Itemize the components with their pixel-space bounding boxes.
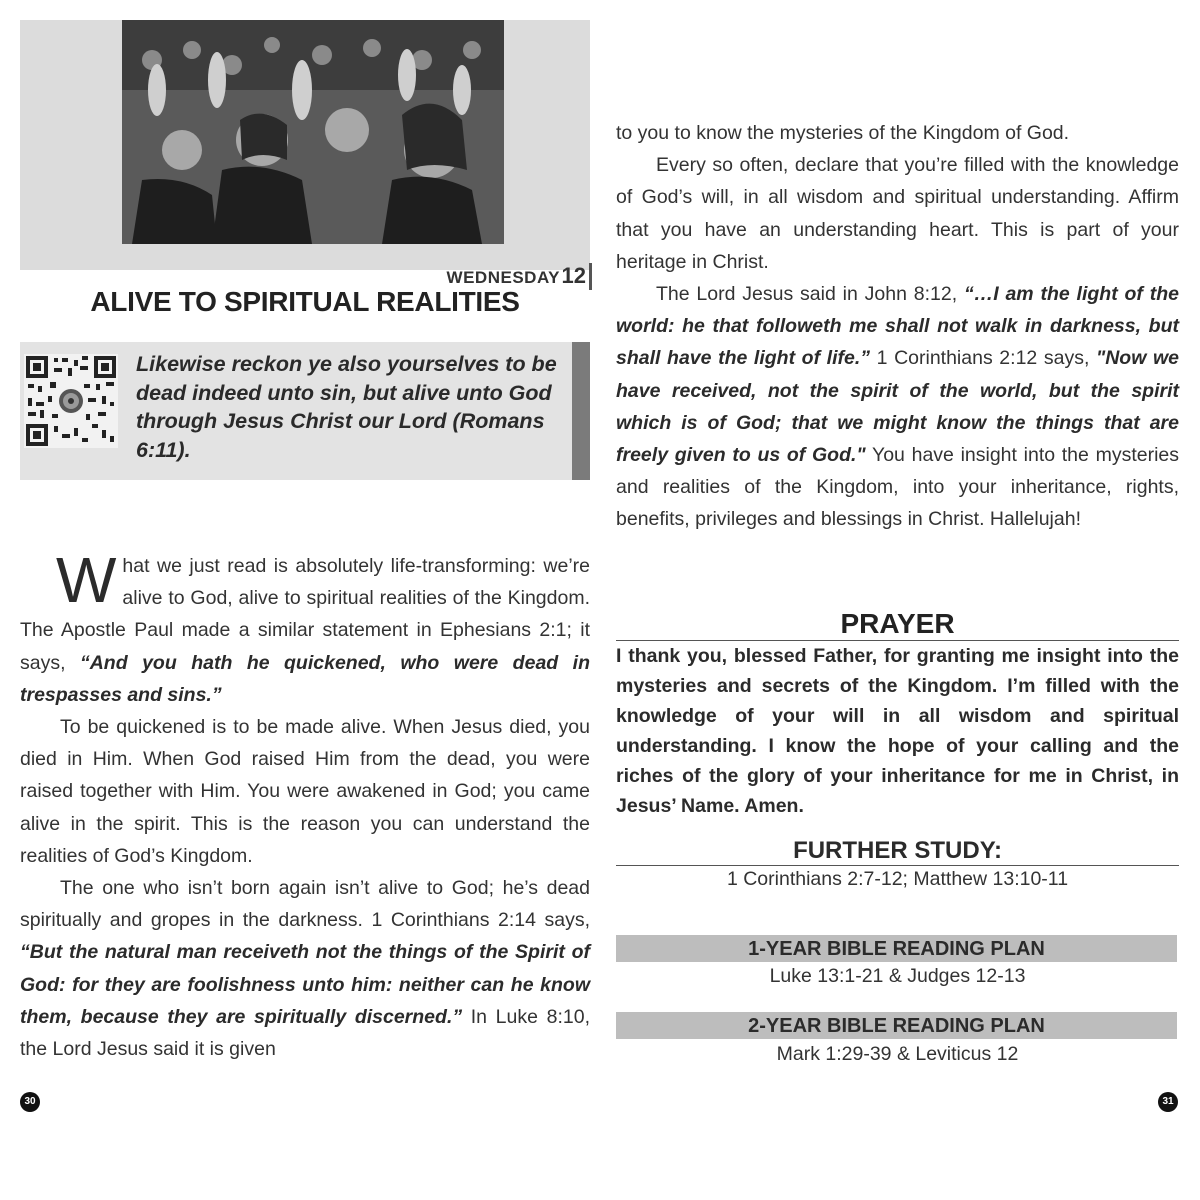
- devotional-title: ALIVE TO SPIRITUAL REALITIES: [90, 286, 520, 317]
- one-year-plan-heading: 1-YEAR BIBLE READING PLAN: [616, 935, 1177, 962]
- scripture-quote: “…I am the light of the world: he that followeth me shall not walk in darkness, but shall have the light of life.”: [616, 283, 1179, 370]
- verse-accent-bar: [572, 342, 590, 480]
- drop-cap: W: [56, 544, 117, 616]
- scripture-quote: “And you hath he quickened, who were dead in trespasses and sins.”: [20, 651, 590, 706]
- paragraph-2: To be quickened is to be made alive. When Jesus died, you died in Him. When God raised Him from the dead, you were raised together with Him. You were awakened in God; you came alive in the spirit. This is the reason you can understand the realities of God’s Kingdom.: [20, 716, 590, 867]
- paragraph-6: [616, 278, 1179, 536]
- scripture-quote: “But the natural man receiveth not the things of the Spirit of God: for they are foolishness unto him: neither can he know them, because they are spiritually discerned.”: [20, 941, 590, 1028]
- paragraph-3: [20, 872, 590, 1065]
- key-verse-box: [20, 342, 590, 480]
- paragraph-1-text: hat we just read is absolutely life-transforming: we’re alive to God, alive to spiritual realities of the Kingdom. The Apostle Paul made a similar statement in Ephesians 2:1; it says,: [20, 555, 590, 674]
- key-verse-text: Likewise reckon ye also yourselves to be dead indeed unto sin, but alive unto God through Jesus Christ our Lord (Romans 6:11).: [136, 352, 557, 462]
- further-study-divider: [616, 865, 1179, 866]
- paragraph-3-text: The one who isn’t born again isn’t alive to God; he’s dead spiritually and gropes in the darkness. 1 Corinthians 2:14 says,: [20, 877, 590, 932]
- header-photo-panel: [20, 20, 590, 288]
- page-number-right: 31: [1158, 1092, 1178, 1112]
- paragraph-3-tail: In Luke 8:10, the Lord Jesus said it is given: [20, 1005, 590, 1061]
- worship-photo: [122, 20, 504, 244]
- prayer-text: I thank you, blessed Father, for granting me insight into the mysteries and secrets of the Kingdom. I’m filled with the knowledge of your will in all wisdom and spiritual understanding. I know the hope of your calling and the riches of the glory of your inheritance for me in Christ, in Jesus’ Name. Amen.: [616, 645, 1179, 817]
- page-number-left: 30: [20, 1092, 40, 1112]
- day-label: WEDNESDAY: [446, 268, 560, 287]
- paragraph-6-text: The Lord Jesus said in John 8:12,: [656, 283, 964, 306]
- qr-code-icon: [24, 354, 118, 448]
- scripture-quote: "Now we have received, not the spirit of the world, but the spirit which is of God; that we might know the things that are freely given to us of God.": [616, 347, 1179, 467]
- one-year-plan-reading: Luke 13:1-21 & Judges 12-13: [769, 965, 1026, 987]
- paragraph-1: [20, 544, 590, 711]
- further-study-references: 1 Corinthians 2:7-12; Matthew 13:10-11: [726, 868, 1069, 890]
- left-body-text: [20, 544, 590, 1065]
- right-body-text: [616, 117, 1179, 536]
- two-year-plan-heading: 2-YEAR BIBLE READING PLAN: [616, 1012, 1177, 1039]
- paragraph-5: Every so often, declare that you’re filled with the knowledge of God’s will, in all wisdom and spiritual understanding. Affirm that you have an understanding heart. This is part of your heritage in Christ.: [616, 154, 1179, 273]
- day-number: 12: [561, 263, 586, 288]
- paragraph-6-mid: 1 Corinthians 2:12 says,: [870, 347, 1096, 370]
- further-study-heading: FURTHER STUDY:: [793, 837, 1002, 864]
- prayer-heading: PRAYER: [840, 608, 955, 639]
- two-year-plan-reading: Mark 1:29-39 & Leviticus 12: [776, 1043, 1019, 1065]
- paragraph-4: to you to know the mysteries of the Kingdom of God.: [616, 122, 1070, 144]
- paragraph-6-tail: You have insight into the mysteries and realities of the Kingdom, into your inheritance, rights, benefits, privileges and blessings in Christ. Hallelujah!: [616, 444, 1179, 531]
